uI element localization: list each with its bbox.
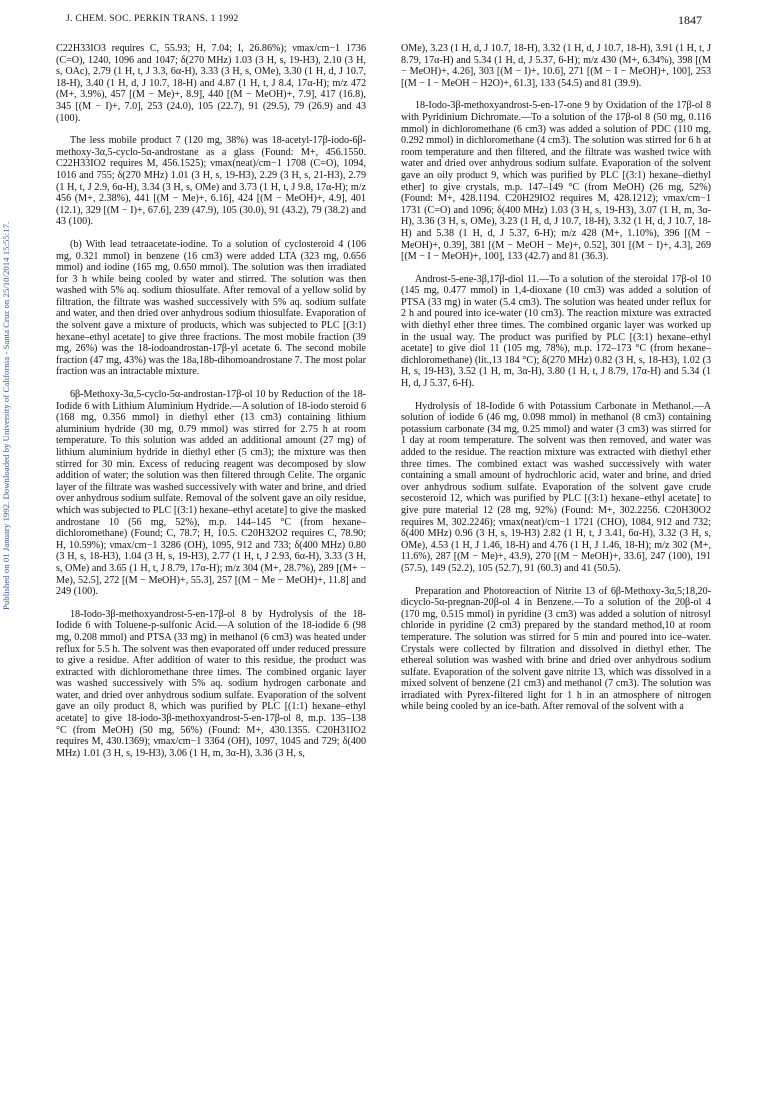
paragraph: C22H33IO3 requires C, 55.93; H, 7.04; I, 26.86%); νmax/cm−1 1736 (C=O), 1240, 1096 and 1047; δ(270 MHz) 1.03 (3 H, s, 19-H3), 2.10 (3 H, s, OAc), 2.79 (1 H, t, J 3.3, 6α-H), 3.33 (3 H, s, OMe), 3.30 (1 H, d, J 10.7, 18-H), 3.40 (1 H, d, J 10.7, 18-H) and 4.87 (1 H, t, J 8.4, 17α-H); m/z 472 (M+, 3.9%), 457 [(M − Me)+, 8.9], 440 [(M − MeOH)+, 7.9], 417 (16.8), 345 [(M − I)+, 7.0], 253 (24.0), 105 (22.7), 91 (29.5), 79 (26.9) and 43 (100). [56,43,366,124]
paragraph: 18-Iodo-3β-methoxyandrost-5-en-17-one 9 by Oxidation of the 17β-ol 8 with Pyridinium Dichromate.—To a solution of the 17β-ol 8 (50 mg, 0.116 mmol) in dichloromethane (6 cm3) was added a solution of PDC (110 mg, 0.292 mmol) in dichloromethane (4 cm3). The solution was stirred for 6 h at room temperature and then filtered, and the filtrate was washed twice with water and dried over anhydrous sodium sulfate. Evaporation of the solvent gave an oily product 9, which was purified by PLC [(3:1) hexane–diethyl ether] to give crystals, m.p. 147–149 °C (from MeOH) (26 mg, 52%) (Found: M+, 428.1194. C20H29IO2 requires M, 428.1212); νmax/cm−1 1731 (C=O) and 1096; δ(400 MHz) 1.03 (3 H, s, 19-H3), 3.07 (1 H, m, 3α-H), 3.36 (3 H, s, OMe), 3.23 (1 H, d, J 10.7, 18-H), 3.32 (1 H, d, J 10.7, 18-H) and 5.38 (1 H, d, J 5.37, 6-H); m/z 428 (M+, 1.10%), 396 [(M − MeOH)+, 0.39], 381 [(M − MeOH − Me)+, 0.52], 301 [(M − I)+, 4.3], 269 [(M − I − MeOH)+, 100], 133 (42.7) and 81 (36.3). [401,100,711,263]
paragraph: Hydrolysis of 18-Iodide 6 with Potassium Carbonate in Methanol.—A solution of iodide 6 (46 mg, 0.098 mmol) in methanol (8 cm3) containing potassium carbonate (34 mg, 0.25 mmol) and water (3 cm3) was stirred for 1 day at room temperature. The solvent was then removed, and water was added to the residue. The reaction mixture was extracted with diethyl ether three times. The combined extact was washed successively with water containing a small amount of hydrochloric acid, water and brine, and dried over anhydrous sodium sulfate. Evaporation of the solvent gave crude secosteroid 12, which was purified by PLC [(3:1) hexane–ethyl acetate] to give pure material 12 (28 mg, 92%) (Found: M+, 302.2256. C20H30O2 requires M, 302.2246); νmax(neat)/cm−1 1721 (CHO), 1084, 912 and 732; δ(400 MHz) 0.96 (3 H, s, 19-H3) 2.82 (1 H, t, J 3.41, 6α-H), 3.32 (3 H, s, OMe), 4.53 (1 H, J 1.46, 18-H) and 4.76 (1 H, J 1.46, 18-H); m/z 302 (M+, 11.6%), 287 [(M − Me)+, 43.9), 270 [(M − MeOH)+, 33.6], 247 (100), 191 (57.5), 149 (52.2), 105 (52.7), 91 (60.3) and 41 (50.5). [401,400,711,574]
paragraph: OMe), 3.23 (1 H, d, J 10.7, 18-H), 3.32 (1 H, d, J 10.7, 18-H), 3.91 (1 H, t, J 8.79, 17α-H) and 5.34 (1 H, d, J 5.37, 6-H); m/z 430 (M+, 6.34%), 398 [(M − MeOH)+, 4.26], 303 [(M − I)+, 10.6], 271 [(M − I − MeOH)+, 100], 253 [(M − I − MeOH − H2O)+, 61.3], 133 (54.5) and 81 (39.9). [401,43,711,89]
paragraph: 18-Iodo-3β-methoxyandrost-5-en-17β-ol 8 by Hydrolysis of the 18-Iodide 6 with Toluene-p-sulfonic Acid.—A solution of the 18-iodide 6 (98 mg, 0.208 mmol) and PTSA (33 mg) in methanol (6 cm3) was heated under reflux for 5.5 h. The solvent was then evaporated off under reduced pressure to give a residue. After addition of water to this residue, the product was extracted with dichloromethane three times. The combined organic layer was washed successively with 5% aq. sodium hydrogen carbonate and water, and dried over anhydrous sodium sulfate. Evaporation of the solvent gave an oily product 8, which was purified by PLC [(1:1) hexane–ethyl acetate] to give 18-iodo-3β-methoxyandrost-5-en-17β-ol 8, m.p. 135–138 °C (from MeOH) (50 mg, 56%) (Found: M+, 430.1355. C20H31IO2 requires M, 430.1369); νmax/cm−1 3364 (OH), 1097, 1045 and 729; δ(400 MHz) 1.01 (3 H, s, 19-H3), 3.06 (1 H, m, 3α-H), 3.36 (3 H, s, [56,608,366,759]
paragraph: Preparation and Photoreaction of Nitrite 13 of 6β-Methoxy-3α,5;18,20-dicyclo-5α-pregnan-20β-ol 4 in Benzene.—To a solution of the 20β-ol 4 (170 mg, 0.515 mmol) in pyridine (3 cm3) was added a solution of nitrosyl chloride in pyridine (2 cm3) prepared by the standard method,10 at room temperature. The solution was stirred for 5 min and poured into ice–water. Crystals were collected by filtration and dissolved in diethyl ether. The ethereal solution was washed with brine and dried over anhydrous sodium sulfate. Evaporation of the solvent gave nitrite 13, which was dissolved in a mixed solvent of benzene (21 cm3) and methanol (7 cm3). The solution was irradiated with Pyrex-filtered light for 1 h in an atmosphere of nitrogen while being cooled by an ice-bath. After removal of the solvent with a [401,585,711,713]
left-column [56,43,366,770]
paragraph: (b) With lead tetraacetate-iodine. To a solution of cyclosteroid 4 (106 mg, 0.321 mmol) in benzene (16 cm3) were added LTA (323 mg, 0.656 mmol) and iodine (165 mg, 0.650 mmol). The solution was then irradiated for 3 h while being cooled by water and stirred. The solution was then washed with 5% aq. sodium thiosulfate. After removal of a yellow solid by filtration, the filtrate was washed successively with 5% aq. sodium sulfate and water, and then dried over anhydrous sodium thiosulfate. Evaporation of the solvent gave a mixture of products, which was subjected to PLC [(3:1) hexane–ethyl acetate] to give three fractions. The most mobile fraction (39 mg, 26%) was the 18-iodoandrostan-17β-yl acetate 6. The second mobile fraction (47 mg, 43%) was the 18a,18b-dihomoandrostane 7. The most polar fraction was an intractable mixture. [56,238,366,378]
page-number: 1847 [678,13,702,27]
paragraph: 6β-Methoxy-3α,5-cyclo-5α-androstan-17β-ol 10 by Reduction of the 18-Iodide 6 with Lithium Aluminium Hydride.—A solution of 18-iodo steroid 6 (168 mg, 0.356 mmol) in diethyl ether (13 cm3) containing lithium aluminium hydride (30 mg, 0.79 mmol) was stirred for 2.75 h at room temperature. To this solution was added an additional amount (27 mg) of lithium aluminium hydride in diethyl ether (5 cm3); the mixture was then stirred for 30 min. Excess of reducing reagent was decomposed by slow addition of water; the solution was then filtered through Celite. The organic layer of the filtrate was washed successively with water and brine, and dried over anhydrous sodium sulfate. Removal of the solvent gave an oily residue, which was subjected to PLC [(3:1) hexane–ethyl acetate] to give the masked androstane 10 (56 mg, 52%), m.p. 144–145 °C (from hexane–dichloromethane) (Found; C, 78.7; H, 10.5. C20H32O2 requires C, 78.90; H, 10.59%); νmax/cm−1 3286 (OH), 1095, 912 and 733; δ(400 MHz) 0.80 (3 H, s, 18-H3), 1.04 (3 H, s, 19-H3), 2.77 (1 H, t, J 2.93, 6α-H), 3.33 (3 H, s, OMe) and 3.65 (1 H, t, J 8.79, 17α-H); m/z 304 (M+, 28.7%), 289 [(M+ − Me), 52.5], 272 [(M − MeOH)+, 55.3], 257 [(M − Me − MeOH)+, 11.8] and 249 (100). [56,389,366,598]
paragraph: The less mobile product 7 (120 mg, 38%) was 18-acetyl-17β-iodo-6β-methoxy-3α,5-cyclo-5α-androstane as a glass (Found: M+, 456.1550. C22H33IO2 requires M, 456.1525); νmax(neat)/cm−1 1708 (C=O), 1094, 1016 and 755; δ(270 MHz) 1.01 (3 H, s, 19-H3), 2.29 (3 H, s, 21-H3), 2.79 (1 H, t, J 2.9, 6α-H), 3.34 (3 H, s, OMe) and 3.73 (1 H, t, J 9.8, 17α-H); m/z 456 (M+, 2.38%), 441 [(M − Me)+, 6.16], 424 [(M − MeOH)+, 4.9], 401 (12.1), 329 [(M − I)+, 67.6], 239 (47.9), 105 (30.0), 91 (43.2), 79 (38.2) and 43 (100). [56,135,366,228]
paragraph: Androst-5-ene-3β,17β-diol 11.—To a solution of the steroidal 17β-ol 10 (145 mg, 0.477 mmol) in 1,4-dioxane (10 cm3) was added a solution of PTSA (33 mg) in water (5.4 cm3). The solution was heated under reflux for 2 h and poured into ice-water (10 cm3). The reaction mixture was extracted with diethyl ether three times. The combined organic layer was worked up in the usual way. The product was purified by PLC [(3:1) hexane–ethyl acetate] to give diol 11 (105 mg, 78%), m.p. 172–173 °C (from hexane–dichloromethane) (lit.,13 184 °C); δ(270 MHz) 0.82 (3 H, s, 18-H3), 1.02 (3 H, s, 19-H3), 3.52 (1 H, m, 3α-H), 3.80 (1 H, t, J 8.79, 17α-H) and 5.34 (1 H, d, J 5.37, 6-H). [401,273,711,390]
right-column [401,43,711,724]
journal-header: J. CHEM. SOC. PERKIN TRANS. 1 1992 [66,14,239,24]
download-notice: Published on 01 January 1992. Downloaded by University of California - Santa Cruz on 25/10/2014 15:55:17. [1,221,11,610]
